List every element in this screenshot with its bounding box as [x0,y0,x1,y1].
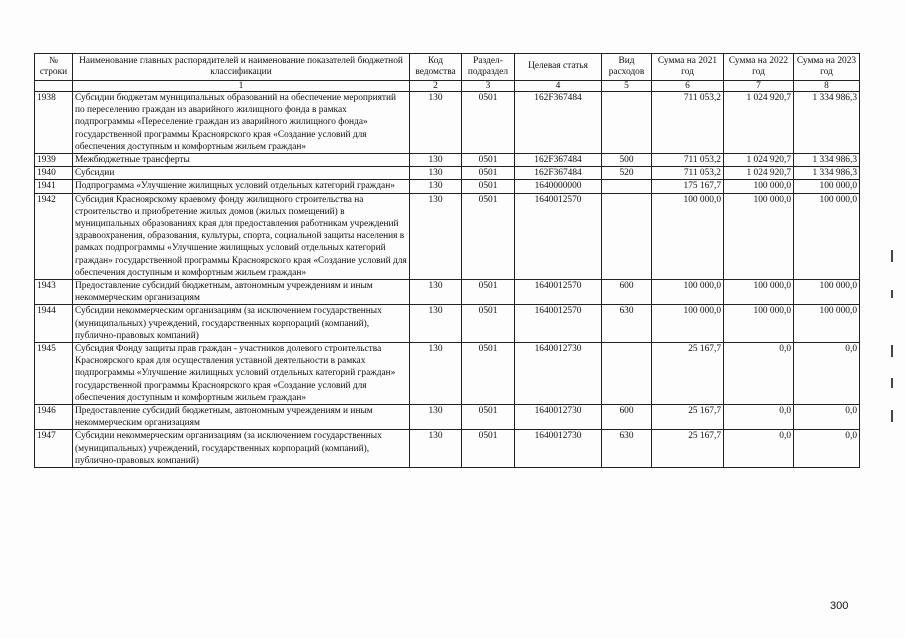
sum-2023: 100 000,0 [794,193,860,279]
column-number: 3 [462,81,515,92]
sum-2021: 25 167,7 [652,343,724,405]
dept-code: 130 [410,92,462,154]
sum-2021: 711 053,2 [652,167,724,180]
target-item: 162F367484 [515,154,602,167]
row-name: Субсидии некоммерческим организациям (за исключением государственных (муниципальных) учреждений, государственных корпораций (компаний), публично-правовых компаний) [73,430,410,468]
sum-2023: 0,0 [794,405,860,430]
sum-2023: 1 334 986,3 [794,167,860,180]
sum-2021: 100 000,0 [652,280,724,305]
section-code: 0501 [462,343,515,405]
row-name: Предоставление субсидий бюджетным, автономным учреждениям и иным некоммерческим организациям [73,405,410,430]
row-number: 1938 [35,92,73,154]
sum-2021: 100 000,0 [652,305,724,343]
row-number: 1940 [35,167,73,180]
sum-2021: 25 167,7 [652,430,724,468]
sum-2023: 1 334 986,3 [794,154,860,167]
sum-2023: 100 000,0 [794,280,860,305]
column-number: 8 [794,81,860,92]
row-number: 1947 [35,430,73,468]
sum-2022: 0,0 [724,430,794,468]
target-item: 1640012730 [515,343,602,405]
target-item: 1640012570 [515,193,602,279]
target-item: 1640012570 [515,305,602,343]
column-number: 4 [515,81,602,92]
column-number: 1 [73,81,410,92]
row-name: Субсидии [73,167,410,180]
header-sum-2022: Сумма на 2022 год [724,54,794,81]
row-name: Субсидии бюджетам муниципальных образований на обеспечение мероприятий по переселению граждан из аварийного жилищного фонда в рамках подпрограммы «Переселение граждан из аварийного жилищного фонда» государственной программы Красноярского края «Создание условий для обеспечения доступным и комфортным жильем граждан» [73,92,410,154]
expense-type [602,92,652,154]
sum-2021: 100 000,0 [652,193,724,279]
section-code: 0501 [462,405,515,430]
expense-type: 500 [602,154,652,167]
sum-2022: 1 024 920,7 [724,167,794,180]
target-item: 1640000000 [515,180,602,193]
header-row [35,54,860,81]
table-row [35,280,860,305]
section-code: 0501 [462,280,515,305]
row-number: 1944 [35,305,73,343]
section-code: 0501 [462,92,515,154]
sum-2021: 175 167,7 [652,180,724,193]
sum-2022: 100 000,0 [724,180,794,193]
sum-2021: 711 053,2 [652,154,724,167]
sum-2022: 0,0 [724,405,794,430]
column-number: 2 [410,81,462,92]
expense-type: 600 [602,280,652,305]
table-row [35,405,860,430]
expense-type [602,193,652,279]
column-number: 6 [652,81,724,92]
table-row [35,167,860,180]
row-name: Субсидия Фонду защиты прав граждан - участников долевого строительства Красноярского края для осуществления уставной деятельности в рамках подпрограммы «Улучшение жилищных условий отдельных категорий граждан» государственной программы Красноярского края «Создание условий для обеспечения доступным и комфортным жильем граждан» [73,343,410,405]
expense-type: 630 [602,430,652,468]
header-sum-2023: Сумма на 2023 год [794,54,860,81]
table-row [35,305,860,343]
row-number: 1946 [35,405,73,430]
sum-2022: 0,0 [724,343,794,405]
sum-2022: 100 000,0 [724,193,794,279]
target-item: 1640012730 [515,430,602,468]
column-numbers-row [35,81,860,92]
scan-margin-mark [891,250,893,262]
table-row [35,154,860,167]
dept-code: 130 [410,405,462,430]
table-row [35,92,860,154]
header-section: Раздел- подраздел [462,54,515,81]
dept-code: 130 [410,180,462,193]
sum-2023: 100 000,0 [794,180,860,193]
sum-2023: 1 334 986,3 [794,92,860,154]
dept-code: 130 [410,343,462,405]
section-code: 0501 [462,430,515,468]
sum-2023: 0,0 [794,430,860,468]
header-dept-code: Код ведомства [410,54,462,81]
row-number: 1945 [35,343,73,405]
target-item: 1640012570 [515,280,602,305]
row-name: Предоставление субсидий бюджетным, автономным учреждениям и иным некоммерческим организациям [73,280,410,305]
section-code: 0501 [462,167,515,180]
sum-2022: 1 024 920,7 [724,154,794,167]
header-sum-2021: Сумма на 2021 год [652,54,724,81]
sum-2021: 25 167,7 [652,405,724,430]
budget-table [34,53,860,468]
sum-2023: 0,0 [794,343,860,405]
sum-2022: 100 000,0 [724,280,794,305]
row-number: 1939 [35,154,73,167]
expense-type [602,343,652,405]
header-name: Наименование главных распорядителей и наименование показателей бюджетной классификации [73,54,410,81]
expense-type: 520 [602,167,652,180]
column-number: 7 [724,81,794,92]
row-name: Подпрограмма «Улучшение жилищных условий отдельных категорий граждан» [73,180,410,193]
row-number: 1942 [35,193,73,279]
row-name: Субсидии некоммерческим организациям (за исключением государственных (муниципальных) учреждений, государственных корпораций (компаний), публично-правовых компаний) [73,305,410,343]
row-number: 1941 [35,180,73,193]
sum-2023: 100 000,0 [794,305,860,343]
sum-2022: 1 024 920,7 [724,92,794,154]
expense-type: 630 [602,305,652,343]
dept-code: 130 [410,154,462,167]
target-item: 162F367484 [515,167,602,180]
table-row [35,343,860,405]
section-code: 0501 [462,154,515,167]
header-row-number: № строки [35,54,73,81]
sum-2021: 711 053,2 [652,92,724,154]
section-code: 0501 [462,193,515,279]
row-name: Субсидия Красноярскому краевому фонду жилищного строительства на строительство и приобретение жилых домов (жилых помещений) в муниципальных образованиях края для предоставления работникам учреждений здравоохранения, образования, культуры, спорта, социальной защиты населения в рамках подпрограммы «Улучшение жилищных условий отдельных категорий граждан» государственной программы Красноярского края «Создание условий для обеспечения доступным и комфортным жильем граждан» [73,193,410,279]
dept-code: 130 [410,430,462,468]
dept-code: 130 [410,167,462,180]
section-code: 0501 [462,305,515,343]
scan-margin-mark [891,378,893,388]
expense-type: 600 [602,405,652,430]
row-number: 1943 [35,280,73,305]
section-code: 0501 [462,180,515,193]
table-row [35,180,860,193]
table-row [35,430,860,468]
dept-code: 130 [410,280,462,305]
sum-2022: 100 000,0 [724,305,794,343]
column-number: 5 [602,81,652,92]
dept-code: 130 [410,193,462,279]
scan-margin-mark [891,345,893,357]
scan-margin-mark [891,290,893,298]
dept-code: 130 [410,305,462,343]
header-expense-type: Вид расходов [602,54,652,81]
expense-type [602,180,652,193]
table-row [35,193,860,279]
column-number [35,81,73,92]
header-target-item: Целевая статья [515,54,602,81]
page-number: 300 [830,600,849,612]
scan-margin-mark [891,410,893,422]
row-name: Межбюджетные трансферты [73,154,410,167]
target-item: 1640012730 [515,405,602,430]
target-item: 162F367484 [515,92,602,154]
